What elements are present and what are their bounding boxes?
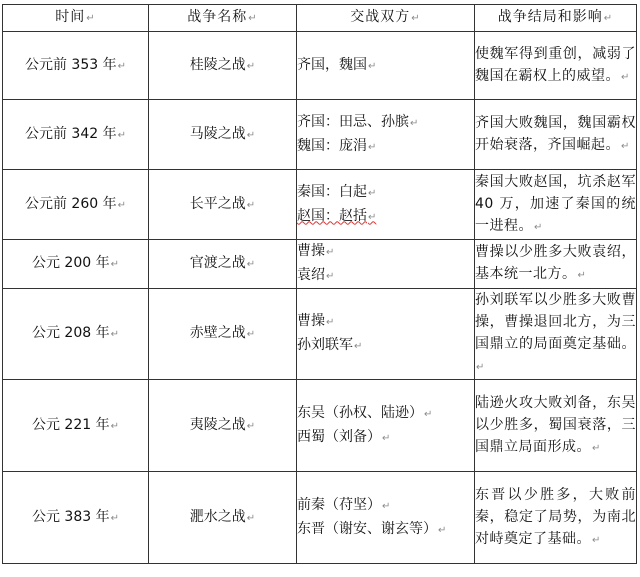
party-line: 袁绍↵ bbox=[297, 267, 335, 283]
party-line: 东吴（孙权、陆逊）↵ bbox=[297, 404, 433, 421]
battle-name-cell: 马陵之战↵ bbox=[149, 100, 297, 170]
header-name: 战争名称 bbox=[187, 9, 248, 25]
party-line: 孙刘联军↵ bbox=[297, 337, 363, 353]
battle-name-text: 赤壁之战 bbox=[189, 325, 246, 341]
party-line: 曹操↵ bbox=[297, 313, 335, 329]
party-line: 齐国：田忌、孙膑↵ bbox=[297, 113, 419, 130]
party-text: 赵国：赵括 bbox=[297, 207, 367, 224]
party-text: 袁绍 bbox=[297, 267, 325, 283]
battle-name-cell: 官渡之战↵ bbox=[149, 240, 297, 289]
battle-name-text: 官渡之战 bbox=[189, 255, 246, 271]
outcome-cell: 曹操以少胜多大败袁绍，基本统一北方。↵ bbox=[475, 240, 637, 289]
time-text: 公元 383 年 bbox=[31, 508, 110, 525]
party-text: 齐国：田忌、孙膑 bbox=[297, 113, 409, 130]
time-text: 公元 208 年 bbox=[31, 325, 110, 341]
party-text: 齐国，魏国 bbox=[297, 56, 367, 73]
header-cell-outcome: 战争结局和影响↵ bbox=[475, 5, 637, 32]
time-text: 公元前 353 年 bbox=[24, 56, 117, 73]
parties-cell bbox=[297, 170, 475, 240]
battle-name-text: 长平之战 bbox=[189, 195, 246, 212]
history-wars-table bbox=[2, 4, 637, 564]
battle-name-text: 淝水之战 bbox=[189, 508, 246, 525]
time-text: 公元 221 年 bbox=[31, 416, 110, 433]
battle-name-cell: 长平之战↵ bbox=[149, 170, 297, 240]
time-cell: 公元 208 年↵ bbox=[3, 289, 149, 380]
time-cell: 公元 221 年↵ bbox=[3, 380, 149, 472]
battle-name-text: 马陵之战 bbox=[189, 125, 246, 142]
parties-cell bbox=[297, 240, 475, 289]
party-line-spellcheck: 赵国：赵括↵ bbox=[297, 207, 377, 224]
parties-cell bbox=[297, 289, 475, 380]
time-cell: 公元 383 年↵ bbox=[3, 472, 149, 564]
party-text: 东晋（谢安、谢玄等） bbox=[297, 520, 437, 537]
party-text: 东吴（孙权、陆逊） bbox=[297, 404, 423, 421]
header-cell-time: 时间↵ bbox=[3, 5, 149, 32]
header-time: 时间 bbox=[55, 9, 86, 25]
party-line: 曹操↵ bbox=[297, 243, 335, 259]
table-row bbox=[3, 170, 637, 240]
outcome-text: 孙刘联军以少胜多大败曹操，曹操退回北方，为三国鼎立的局面奠定基础。 bbox=[475, 292, 636, 352]
outcome-text: 东晋以少胜多，大败前秦，稳定了局势，为南北对峙奠定了基础。 bbox=[475, 486, 636, 547]
table-row bbox=[3, 100, 637, 170]
outcome-cell: 东晋以少胜多，大败前秦，稳定了局势，为南北对峙奠定了基础。↵ bbox=[475, 472, 637, 564]
party-text: 魏国：庞涓 bbox=[297, 137, 367, 154]
time-text: 公元前 342 年 bbox=[24, 125, 117, 142]
party-text: 秦国：白起 bbox=[297, 183, 367, 200]
parties-cell bbox=[297, 380, 475, 472]
table-row bbox=[3, 380, 637, 472]
table-row bbox=[3, 472, 637, 564]
time-cell: 公元前 353 年↵ bbox=[3, 32, 149, 100]
parties-cell bbox=[297, 100, 475, 170]
party-text: 西蜀（刘备） bbox=[297, 428, 381, 445]
party-line: 西蜀（刘备）↵ bbox=[297, 428, 391, 445]
party-text: 孙刘联军 bbox=[297, 337, 353, 353]
outcome-text: 齐国大败魏国，魏国霸权开始衰落，齐国崛起。 bbox=[475, 114, 636, 153]
party-text: 前秦（苻坚） bbox=[297, 496, 381, 513]
header-parties: 交战双方 bbox=[350, 9, 411, 25]
parties-cell bbox=[297, 472, 475, 564]
party-line: 齐国，魏国↵ bbox=[297, 56, 377, 73]
header-cell-name: 战争名称↵ bbox=[149, 5, 297, 32]
time-cell: 公元前 342 年↵ bbox=[3, 100, 149, 170]
header-cell-parties: 交战双方↵ bbox=[297, 5, 475, 32]
time-text: 公元 200 年 bbox=[31, 255, 110, 271]
party-line: 东晋（谢安、谢玄等）↵ bbox=[297, 520, 447, 537]
outcome-cell: 使魏军得到重创，减弱了魏国在霸权上的威望。↵ bbox=[475, 32, 637, 100]
outcome-cell: 秦国大败赵国，坑杀赵军 40 万，加速了秦国的统一进程。↵ bbox=[475, 170, 637, 240]
battle-name-cell: 淝水之战↵ bbox=[149, 472, 297, 564]
outcome-text: 陆逊火攻大败刘备，东吴以少胜多，蜀国衰落，三国鼎立局面形成。 bbox=[475, 394, 636, 455]
table-row bbox=[3, 240, 637, 289]
outcome-cell: 陆逊火攻大败刘备，东吴以少胜多，蜀国衰落，三国鼎立局面形成。↵ bbox=[475, 380, 637, 472]
party-line: 前秦（苻坚）↵ bbox=[297, 496, 391, 513]
table-row bbox=[3, 289, 637, 380]
table-row bbox=[3, 32, 637, 100]
outcome-cell: 孙刘联军以少胜多大败曹操，曹操退回北方，为三国鼎立的局面奠定基础。↵ bbox=[475, 289, 637, 380]
battle-name-text: 夷陵之战 bbox=[189, 416, 246, 433]
header-outcome: 战争结局和影响 bbox=[497, 9, 603, 25]
party-line: 魏国：庞涓↵ bbox=[297, 137, 377, 154]
time-cell: 公元前 260 年↵ bbox=[3, 170, 149, 240]
outcome-cell: 齐国大败魏国，魏国霸权开始衰落，齐国崛起。↵ bbox=[475, 100, 637, 170]
party-text: 曹操 bbox=[297, 243, 325, 259]
time-cell: 公元 200 年↵ bbox=[3, 240, 149, 289]
party-line: 秦国：白起↵ bbox=[297, 183, 377, 200]
time-text: 公元前 260 年 bbox=[24, 195, 117, 212]
battle-name-cell: 赤壁之战↵ bbox=[149, 289, 297, 380]
outcome-text: 秦国大败赵国，坑杀赵军 40 万，加速了秦国的统一进程。 bbox=[475, 173, 636, 234]
outcome-text: 曹操以少胜多大败袁绍，基本统一北方。 bbox=[475, 244, 636, 282]
battle-name-cell: 夷陵之战↵ bbox=[149, 380, 297, 472]
party-text: 曹操 bbox=[297, 313, 325, 329]
header-row bbox=[3, 5, 637, 32]
battle-name-cell: 桂陵之战↵ bbox=[149, 32, 297, 100]
outcome-text: 使魏军得到重创，减弱了魏国在霸权上的威望。 bbox=[475, 45, 636, 84]
parties-cell bbox=[297, 32, 475, 100]
battle-name-text: 桂陵之战 bbox=[189, 56, 246, 73]
